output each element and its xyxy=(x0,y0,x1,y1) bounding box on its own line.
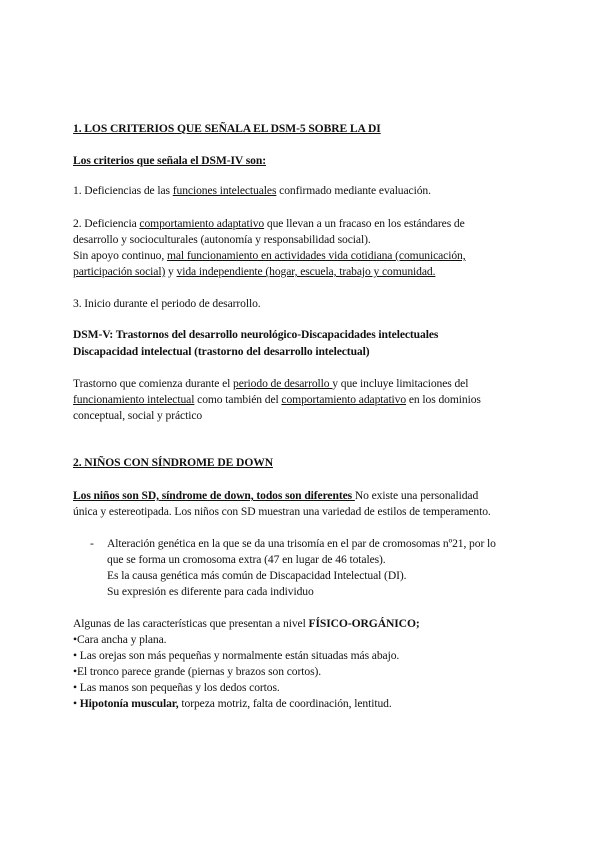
dsm5-para-line2: funcionamiento intelectual como también del comportamiento adaptativo en los dominios xyxy=(73,393,481,406)
criterion-3: 3. Inicio durante el periodo de desarrollo. xyxy=(73,297,261,310)
dsm5-para-line1: Trastorno que comienza durante el periodo de desarrollo y que incluye limitaciones del xyxy=(73,377,469,390)
dsm5-subtitle: Discapacidad intelectual (trastorno del desarrollo intelectual) xyxy=(73,345,370,358)
dsm5-title: DSM-V: Trastornos del desarrollo neurológico-Discapacidades intelectuales xyxy=(73,328,439,341)
sd-intro-line2: única y estereotipada. Los niños con SD muestran una variedad de estilos de temperamento. xyxy=(73,505,491,518)
features-intro: Algunas de las características que presentan a nivel FÍSICO-ORGÁNICO; xyxy=(73,617,420,630)
genetic-line1: Alteración genética en la que se da una trisomía en el par de cromosomas nº21, por lo xyxy=(107,537,496,550)
genetic-sub2: Su expresión es diferente para cada individuo xyxy=(107,585,314,598)
feature-4: • Las manos son pequeñas y los dedos cortos. xyxy=(73,681,280,694)
list-dash: - xyxy=(90,537,94,550)
feature-3: •El tronco parece grande (piernas y brazos son cortos). xyxy=(73,665,322,678)
criterion-1: 1. Deficiencias de las funciones intelectuales confirmado mediante evaluación. xyxy=(73,184,431,197)
feature-1: •Cara ancha y plana. xyxy=(73,633,167,646)
dsm5-para-line3: conceptual, social y práctico xyxy=(73,409,203,422)
section2-heading: 2. NIÑOS CON SÍNDROME DE DOWN xyxy=(73,456,274,469)
feature-5: • Hipotonía muscular, torpeza motriz, falta de coordinación, lentitud. xyxy=(73,697,392,710)
sd-intro-line1: Los niños son SD, síndrome de down, todos son diferentes No existe una personalidad xyxy=(73,489,479,502)
section1-heading: 1. LOS CRITERIOS QUE SEÑALA EL DSM-5 SOBRE LA DI xyxy=(73,122,381,135)
criterion-2-line3: Sin apoyo continuo, mal funcionamiento en actividades vida cotidiana (comunicación, xyxy=(73,249,466,262)
feature-2: • Las orejas son más pequeñas y normalmente están situadas más abajo. xyxy=(73,649,400,662)
criterion-2-line2: desarrollo y socioculturales (autonomía y responsabilidad social). xyxy=(73,233,371,246)
genetic-sub1: Es la causa genética más común de Discapacidad Intelectual (DI). xyxy=(107,569,407,582)
criterion-2-line1: 2. Deficiencia comportamiento adaptativo que llevan a un fracaso en los estándares de xyxy=(73,217,465,230)
criterion-2-line4: participación social) y vida independiente (hogar, escuela, trabajo y comunidad. xyxy=(73,265,436,278)
genetic-line2: que se forma un cromosoma extra (47 en lugar de 46 totales). xyxy=(107,553,386,566)
section1-subheading: Los criterios que señala el DSM-IV son: xyxy=(73,154,266,167)
